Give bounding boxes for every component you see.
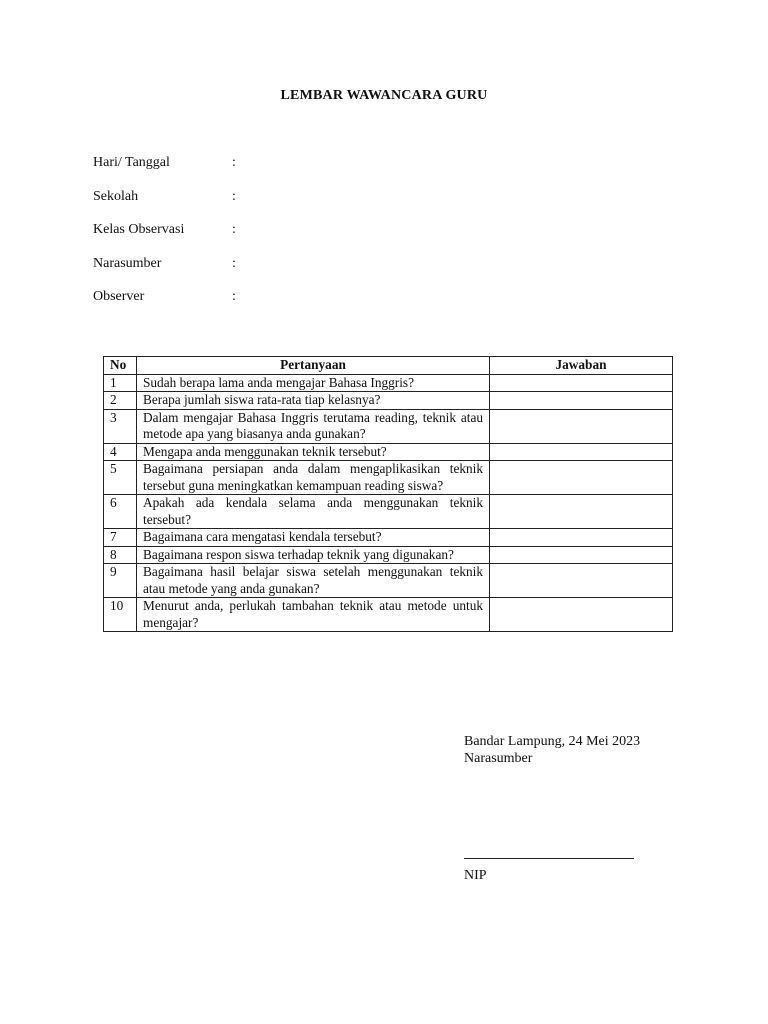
- row-answer-cell: [490, 546, 673, 564]
- row-question: Bagaimana respon siswa terhadap teknik yang digunakan?: [137, 546, 490, 564]
- row-answer-cell: [490, 461, 673, 495]
- table-row: [104, 409, 673, 443]
- document-title: LEMBAR WAWANCARA GURU: [280, 88, 488, 103]
- field-colon: :: [232, 155, 236, 170]
- signature-block: [464, 733, 640, 767]
- row-question: Bagaimana cara mengatasi kendala tersebut?: [137, 529, 490, 547]
- header-question: Pertanyaan: [137, 357, 490, 375]
- row-answer-cell: [490, 495, 673, 529]
- row-question: Mengapa anda menggunakan teknik tersebut?: [137, 443, 490, 461]
- table-row: [104, 564, 673, 598]
- table-row: [104, 374, 673, 392]
- field-label: Kelas Observasi: [93, 222, 185, 237]
- field-label: Narasumber: [93, 255, 162, 271]
- row-question: Berapa jumlah siswa rata-rata tiap kelasnya?: [137, 392, 490, 410]
- row-answer-cell: [490, 409, 673, 443]
- row-number: 4: [104, 443, 137, 461]
- nip-label: NIP: [464, 868, 487, 883]
- table-header-row: [104, 357, 673, 375]
- row-question: Bagaimana hasil belajar siswa setelah menggunakan teknik atau metode yang anda gunakan?: [137, 564, 490, 598]
- field-label: Sekolah: [93, 188, 139, 204]
- row-answer-cell: [490, 529, 673, 547]
- table-row: [104, 495, 673, 529]
- row-number: 8: [104, 546, 137, 564]
- table-row: [104, 443, 673, 461]
- row-answer-cell: [490, 564, 673, 598]
- field-colon: :: [232, 289, 236, 304]
- row-answer-cell: [490, 443, 673, 461]
- place-date: Bandar Lampung, 24 Mei 2023: [464, 734, 641, 749]
- row-number: 6: [104, 495, 137, 529]
- field-colon: :: [232, 255, 236, 271]
- row-number: 7: [104, 529, 137, 547]
- row-question: Dalam mengajar Bahasa Inggris terutama reading, teknik atau metode apa yang biasanya anda gunakan?: [137, 409, 490, 443]
- row-question: Sudah berapa lama anda mengajar Bahasa Inggris?: [137, 374, 490, 392]
- row-number: 10: [104, 598, 137, 632]
- row-question: Apakah ada kendala selama anda menggunakan teknik tersebut?: [137, 495, 490, 529]
- header-answer: Jawaban: [490, 357, 673, 375]
- table-row: [104, 598, 673, 632]
- field-colon: :: [232, 188, 236, 204]
- row-question: Bagaimana persiapan anda dalam mengaplikasikan teknik tersebut guna meningkatkan kemampuan reading siswa?: [137, 461, 490, 495]
- interview-table: [103, 356, 673, 632]
- table-row: [104, 529, 673, 547]
- header-no: No: [104, 357, 137, 375]
- signature-line: [464, 858, 634, 859]
- table-row: [104, 546, 673, 564]
- table-row: [104, 392, 673, 410]
- field-label: Observer: [93, 289, 145, 304]
- row-number: 3: [104, 409, 137, 443]
- table-row: [104, 461, 673, 495]
- field-colon: :: [232, 222, 236, 237]
- signatory-role: Narasumber: [464, 751, 533, 766]
- row-answer-cell: [490, 392, 673, 410]
- field-label: Hari/ Tanggal: [93, 155, 170, 170]
- row-number: 9: [104, 564, 137, 598]
- row-answer-cell: [490, 374, 673, 392]
- row-number: 2: [104, 392, 137, 410]
- row-number: 1: [104, 374, 137, 392]
- row-number: 5: [104, 461, 137, 495]
- row-question: Menurut anda, perlukah tambahan teknik atau metode untuk mengajar?: [137, 598, 490, 632]
- row-answer-cell: [490, 598, 673, 632]
